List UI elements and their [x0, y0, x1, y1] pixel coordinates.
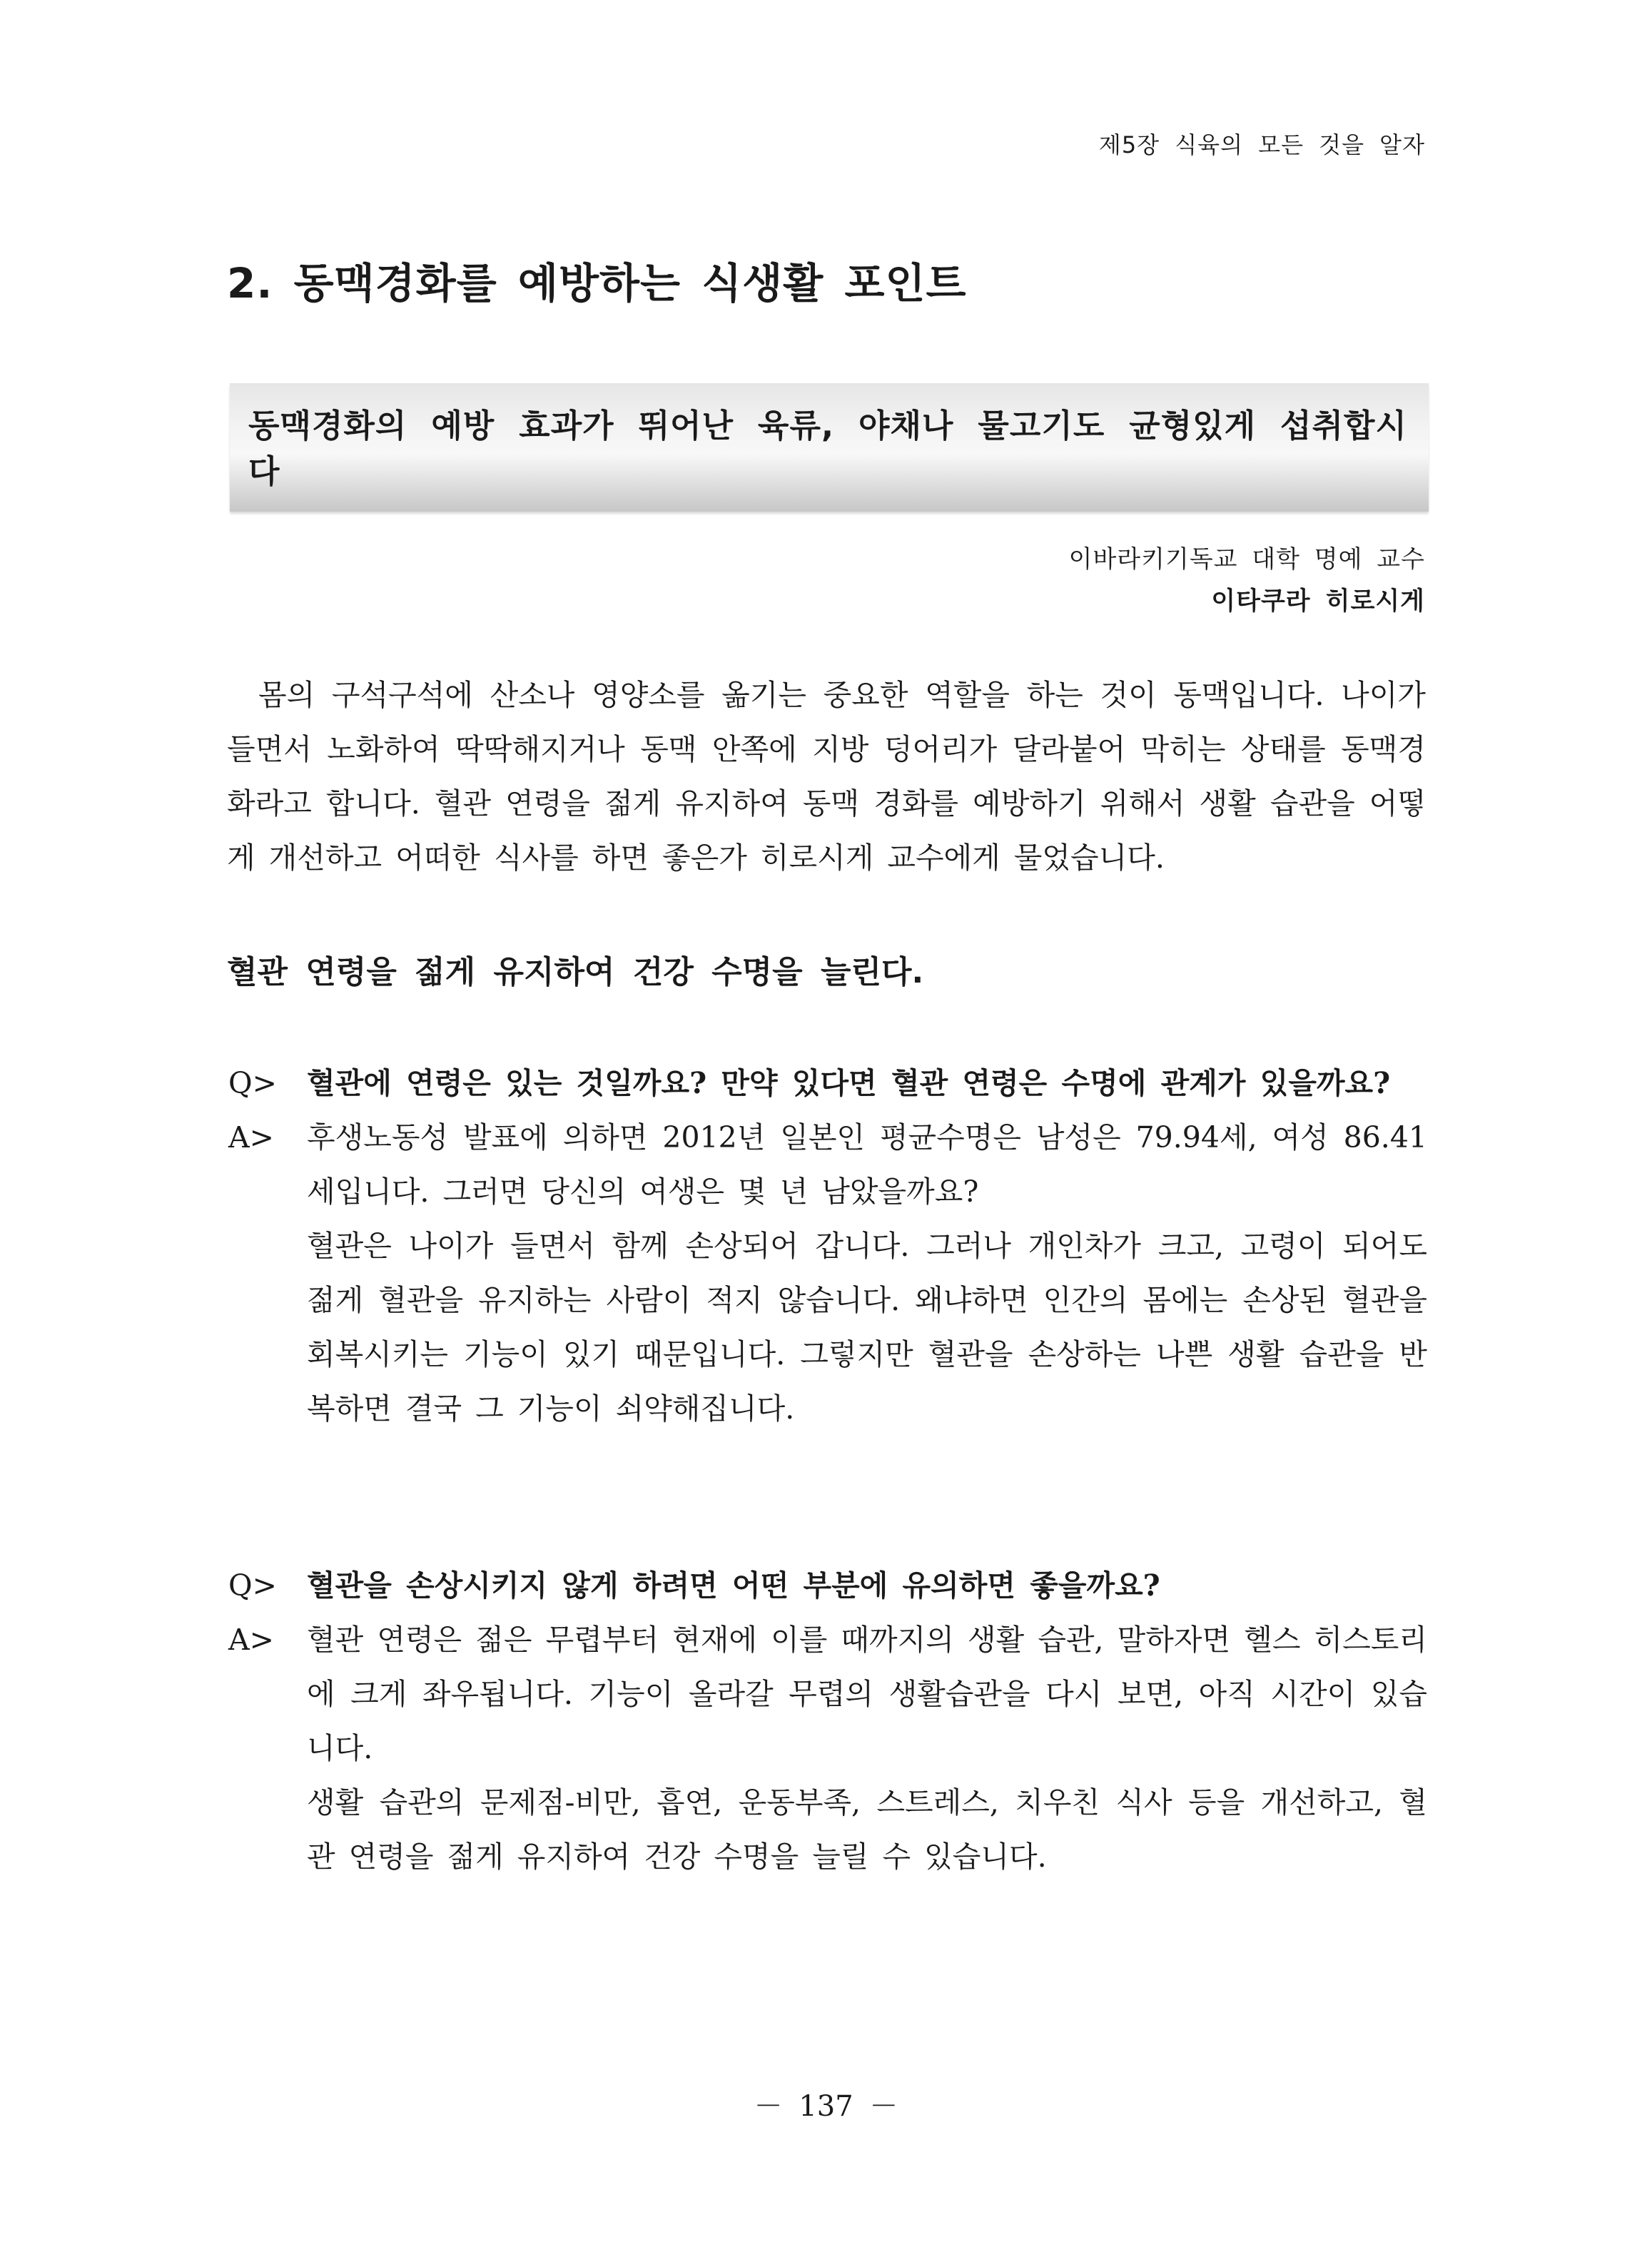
headline-box [230, 383, 1429, 512]
qa-block-1 [228, 1056, 1427, 1436]
answer-row [228, 1613, 1427, 1884]
question-row [228, 1558, 1427, 1613]
answer-row [228, 1110, 1427, 1436]
subheading: 혈관 연령을 젊게 유지하여 건강 수명을 늘린다. [227, 954, 924, 990]
question-text: 혈관을 손상시키지 않게 하려면 어떤 부분에 유의하면 좋을까요? [307, 1568, 1160, 1603]
question-row [228, 1056, 1427, 1110]
answer-body [307, 1613, 1427, 1884]
author-name: 이타쿠라 히로시게 [1211, 587, 1425, 616]
answer-marker: A> [228, 1623, 274, 1657]
answer-paragraph: 혈관은 나이가 들면서 함께 손상되어 갑니다. 그러나 개인차가 크고, 고령이 되어도 젊게 혈관을 유지하는 사람이 적지 않습니다. 왜냐하면 인간의 몸에는 손상된 혈관을 회복시키는 기능이 있기 때문입니다. 그렇지만 혈관을 손상하는 나쁜 생활 습관을 반복하면 결국 그 기능이 쇠약해집니다. [307, 1229, 1427, 1426]
intro-paragraph: 몸의 구석구석에 산소나 영양소를 옮기는 중요한 역할을 하는 것이 동맥입니다. 나이가 들면서 노화하여 딱딱해지거나 동맥 안쪽에 지방 덩어리가 달라붙어 막히는 상태를 동맥경화라고 합니다. 혈관 연령을 젊게 유지하여 동맥 경화를 예방하기 위해서 생활 습관을 어떻게 개선하고 어떠한 식사를 하면 좋은가 히로시게 교수에게 물었습니다. [227, 678, 1426, 875]
page-number: － 137 － [754, 2090, 898, 2123]
question-marker: Q> [228, 1568, 277, 1603]
qa-block-2 [228, 1558, 1427, 1884]
question-marker: Q> [228, 1066, 277, 1100]
answer-marker: A> [228, 1120, 274, 1155]
section-title: 2. 동맥경화를 예방하는 식생활 포인트 [227, 259, 967, 308]
headline-text: 동맥경화의 예방 효과가 뛰어난 육류, 야채나 물고기도 균형있게 섭취합시다 [248, 407, 1407, 490]
answer-body [307, 1110, 1427, 1436]
question-text: 혈관에 연령은 있는 것일까요? 만약 있다면 혈관 연령은 수명에 관계가 있을까요? [307, 1066, 1391, 1100]
running-header: 제5장 식육의 모든 것을 알자 [1098, 131, 1425, 158]
answer-paragraph: 생활 습관의 문제점-비만, 흡연, 운동부족, 스트레스, 치우친 식사 등을 개선하고, 혈관 연령을 젊게 유지하여 건강 수명을 늘릴 수 있습니다. [307, 1785, 1427, 1874]
author-affiliation: 이바라키기독교 대학 명예 교수 [1068, 545, 1425, 574]
answer-paragraph: 후생노동성 발표에 의하면 2012년 일본인 평균수명은 남성은 79.94세, 여성 86.41세입니다. 그러면 당신의 여생은 몇 년 남았을까요? [307, 1120, 1427, 1209]
answer-paragraph: 혈관 연령은 젊은 무렵부터 현재에 이를 때까지의 생활 습관, 말하자면 헬스 히스토리에 크게 좌우됩니다. 기능이 올라갈 무렵의 생활습관을 다시 보면, 아직 시간이 있습니다. [307, 1623, 1427, 1765]
